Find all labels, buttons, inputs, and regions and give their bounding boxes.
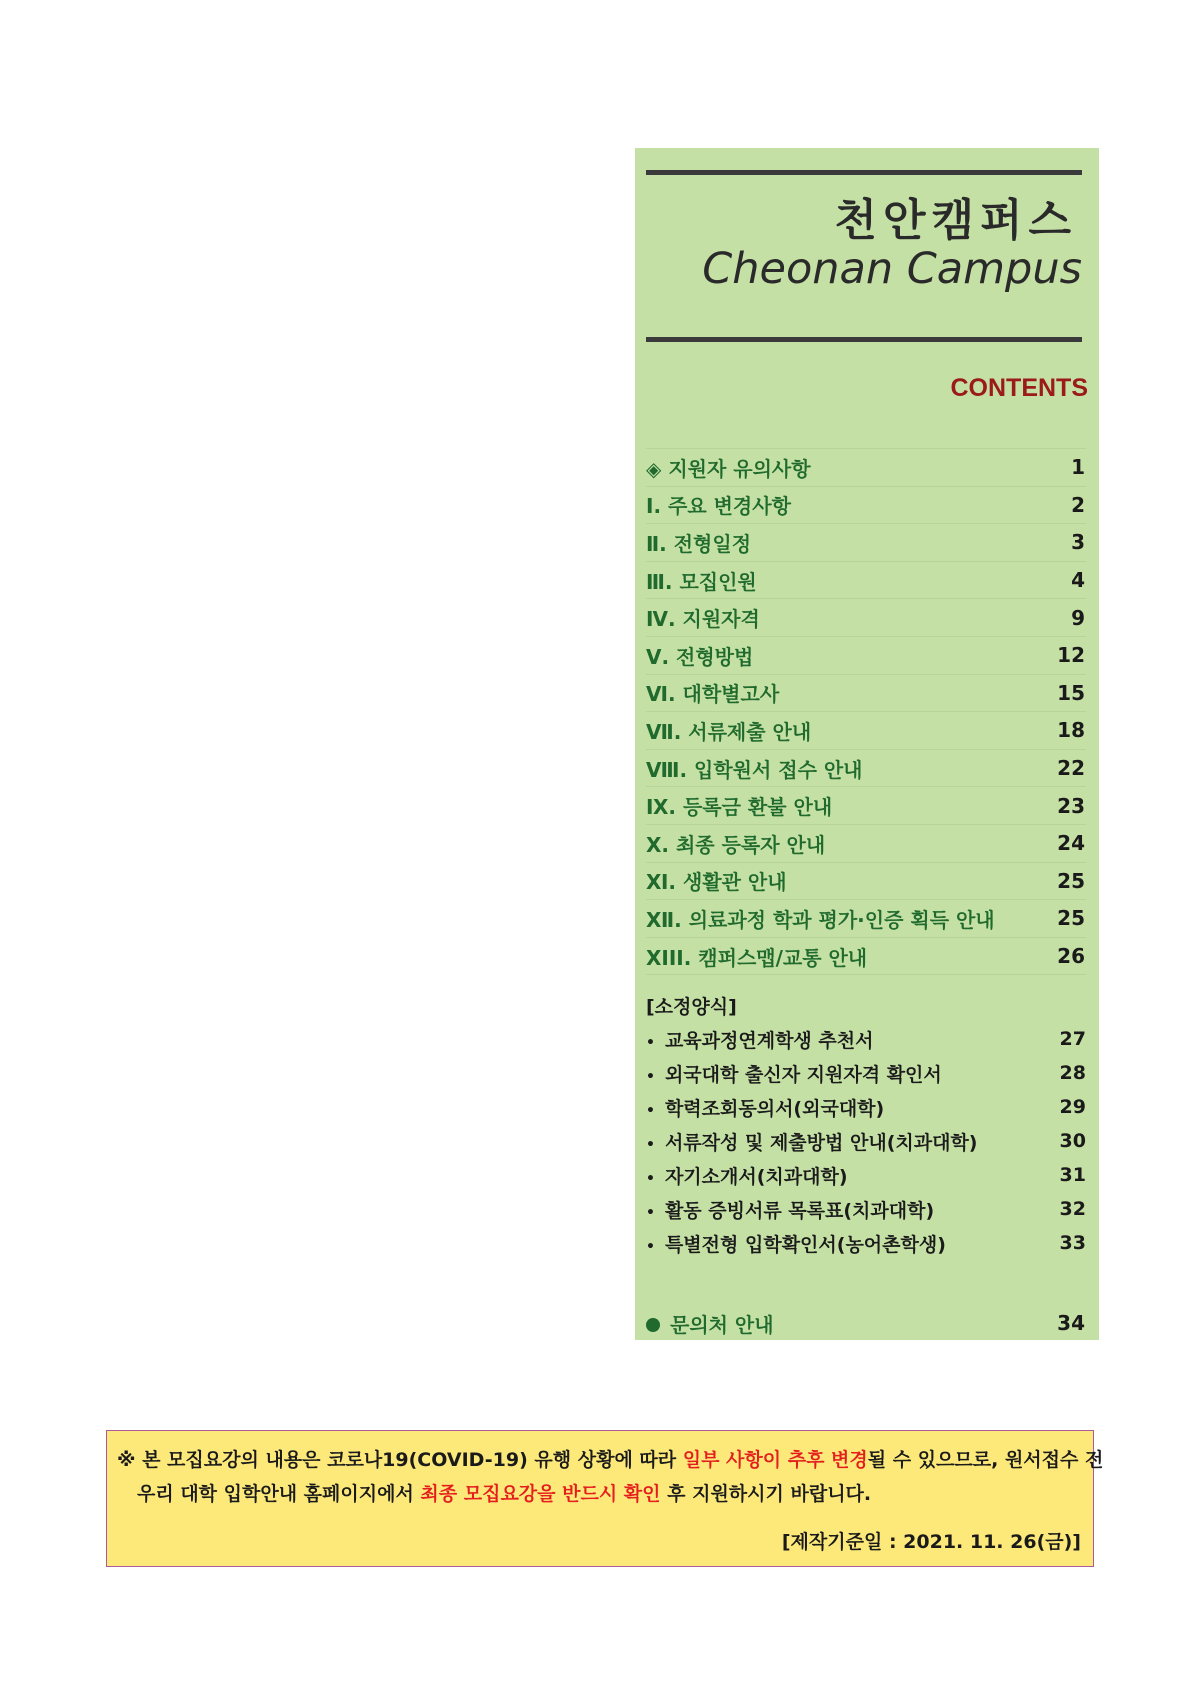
form-item-label: 교육과정연계학생 추천서 bbox=[664, 1029, 874, 1052]
toc-item-page: 22 bbox=[1057, 756, 1085, 781]
contact-label: 문의처 안내 bbox=[670, 1312, 774, 1337]
toc-item[interactable] bbox=[646, 675, 1086, 713]
toc-item-label: Ⅵ. 대학별고사 bbox=[646, 682, 780, 707]
toc-list bbox=[646, 448, 1086, 975]
form-item-label: 특별전형 입학확인서(농어촌학생) bbox=[664, 1233, 946, 1256]
toc-item[interactable] bbox=[646, 637, 1086, 675]
toc-item[interactable] bbox=[646, 825, 1086, 863]
forms-list bbox=[646, 1022, 1086, 1260]
toc-item-label: Ⅶ. 서류제출 안내 bbox=[646, 719, 812, 744]
toc-item[interactable] bbox=[646, 900, 1086, 938]
toc-item[interactable] bbox=[646, 599, 1086, 637]
toc-item-label: Ⅴ. 전형방법 bbox=[646, 644, 754, 669]
form-item-label: 외국대학 출신자 지원자격 확인서 bbox=[664, 1063, 942, 1086]
form-item[interactable] bbox=[646, 1158, 1086, 1192]
contents-heading: CONTENTS bbox=[950, 374, 1088, 402]
toc-item-label: Ⅺ. 생활관 안내 bbox=[646, 870, 787, 895]
bottom-rule bbox=[646, 337, 1082, 342]
circle-bullet-icon bbox=[646, 1318, 660, 1332]
top-rule bbox=[646, 170, 1082, 175]
form-item-label-wrap bbox=[646, 1094, 884, 1121]
contact-label-wrap bbox=[646, 1309, 774, 1338]
toc-item[interactable] bbox=[646, 863, 1086, 901]
toc-item[interactable] bbox=[646, 562, 1086, 600]
form-item-label-wrap bbox=[646, 1060, 942, 1087]
forms-heading: [소정양식] bbox=[646, 995, 737, 1018]
form-item-label: 활동 증빙서류 목록표(치과대학) bbox=[664, 1199, 935, 1222]
form-item-label-wrap bbox=[646, 1196, 934, 1223]
notice-text: 될 수 있으므로, 원서접수 전 bbox=[867, 1449, 1104, 1471]
form-item[interactable] bbox=[646, 1056, 1086, 1090]
form-item[interactable] bbox=[646, 1124, 1086, 1158]
production-date: [제작기준일 : 2021. 11. 26(금)] bbox=[781, 1531, 1081, 1553]
toc-item[interactable] bbox=[646, 712, 1086, 750]
title-english: Cheonan Campus bbox=[702, 244, 1082, 294]
form-item[interactable] bbox=[646, 1192, 1086, 1226]
toc-item[interactable] bbox=[646, 787, 1086, 825]
toc-item-page: 1 bbox=[1071, 455, 1085, 480]
toc-item-label: Ⅹ. 최종 등록자 안내 bbox=[646, 832, 826, 857]
contact-page: 34 bbox=[1057, 1311, 1085, 1335]
toc-item-label: Ⅲ. 모집인원 bbox=[646, 569, 757, 594]
bullet-icon: • bbox=[646, 1136, 655, 1153]
form-item-label-wrap bbox=[646, 1128, 977, 1155]
toc-item-label: Ⅳ. 지원자격 bbox=[646, 607, 760, 632]
toc-item-label: Ⅷ. 입학원서 접수 안내 bbox=[646, 757, 863, 782]
contact-row[interactable] bbox=[646, 1305, 1086, 1341]
toc-item-page: 25 bbox=[1057, 868, 1085, 893]
toc-item-page: 2 bbox=[1071, 492, 1085, 517]
toc-item-page: 15 bbox=[1057, 680, 1085, 705]
toc-item[interactable] bbox=[646, 750, 1086, 788]
form-item[interactable] bbox=[646, 1022, 1086, 1056]
toc-item-page: 25 bbox=[1057, 906, 1085, 931]
toc-item[interactable] bbox=[646, 487, 1086, 525]
toc-item-page: 24 bbox=[1057, 831, 1085, 856]
bullet-icon: • bbox=[646, 1102, 655, 1119]
toc-item-label: Ⅰ. 주요 변경사항 bbox=[646, 494, 791, 519]
notice-text: 후 지원하시기 바랍니다. bbox=[660, 1483, 872, 1505]
form-item-label: 자기소개서(치과대학) bbox=[664, 1165, 848, 1188]
toc-item-page: 3 bbox=[1071, 530, 1085, 555]
form-item-label-wrap bbox=[646, 1230, 946, 1257]
form-item-label: 학력조회동의서(외국대학) bbox=[664, 1097, 885, 1120]
toc-item-page: 18 bbox=[1057, 718, 1085, 743]
toc-item-page: 4 bbox=[1071, 568, 1085, 593]
toc-item[interactable] bbox=[646, 448, 1086, 487]
toc-item-label: XIII. 캠퍼스맵/교통 안내 bbox=[646, 945, 868, 970]
notice-highlight: 일부 사항이 추후 변경 bbox=[682, 1449, 868, 1471]
title-korean: 천안캠퍼스 bbox=[834, 195, 1077, 246]
form-item-page: 29 bbox=[1059, 1096, 1086, 1118]
bullet-icon: • bbox=[646, 1170, 655, 1187]
toc-item[interactable] bbox=[646, 524, 1086, 562]
form-item-page: 30 bbox=[1059, 1130, 1086, 1152]
notice-box bbox=[106, 1430, 1104, 1567]
notice-text: 우리 대학 입학안내 홈페이지에서 bbox=[137, 1483, 421, 1505]
form-item-page: 31 bbox=[1059, 1164, 1086, 1186]
form-item-label-wrap bbox=[646, 1162, 848, 1189]
form-item-page: 33 bbox=[1059, 1232, 1086, 1254]
notice-highlight: 최종 모집요강을 반드시 확인 bbox=[420, 1483, 661, 1505]
bullet-icon: • bbox=[646, 1068, 655, 1085]
toc-item-label: Ⅻ. 의료과정 학과 평가·인증 획득 안내 bbox=[646, 907, 995, 932]
toc-item-page: 26 bbox=[1057, 944, 1085, 969]
toc-item[interactable] bbox=[646, 938, 1086, 976]
toc-item-label: Ⅱ. 전형일정 bbox=[646, 531, 752, 556]
toc-item-label: Ⅸ. 등록금 환불 안내 bbox=[646, 795, 833, 820]
form-item[interactable] bbox=[646, 1226, 1086, 1260]
notice-line-1 bbox=[117, 1445, 1104, 1472]
form-item-page: 27 bbox=[1059, 1028, 1086, 1050]
toc-item-page: 9 bbox=[1071, 605, 1085, 630]
form-item-page: 32 bbox=[1059, 1198, 1086, 1220]
bullet-icon: • bbox=[646, 1238, 655, 1255]
form-item-label: 서류작성 및 제출방법 안내(치과대학) bbox=[664, 1131, 978, 1154]
bullet-icon: • bbox=[646, 1034, 655, 1051]
bullet-icon: • bbox=[646, 1204, 655, 1221]
notice-text: ※ 본 모집요강의 내용은 코로나19(COVID-19) 유행 상황에 따라 bbox=[117, 1449, 683, 1471]
form-item-label-wrap bbox=[646, 1026, 873, 1053]
forms-section bbox=[646, 988, 1086, 1260]
toc-item-label: ◈ 지원자 유의사항 bbox=[646, 456, 811, 481]
form-item-page: 28 bbox=[1059, 1062, 1086, 1084]
notice-line-2 bbox=[137, 1479, 871, 1506]
toc-item-page: 12 bbox=[1057, 643, 1085, 668]
form-item[interactable] bbox=[646, 1090, 1086, 1124]
contents-panel bbox=[635, 148, 1099, 1340]
toc-item-page: 23 bbox=[1057, 793, 1085, 818]
